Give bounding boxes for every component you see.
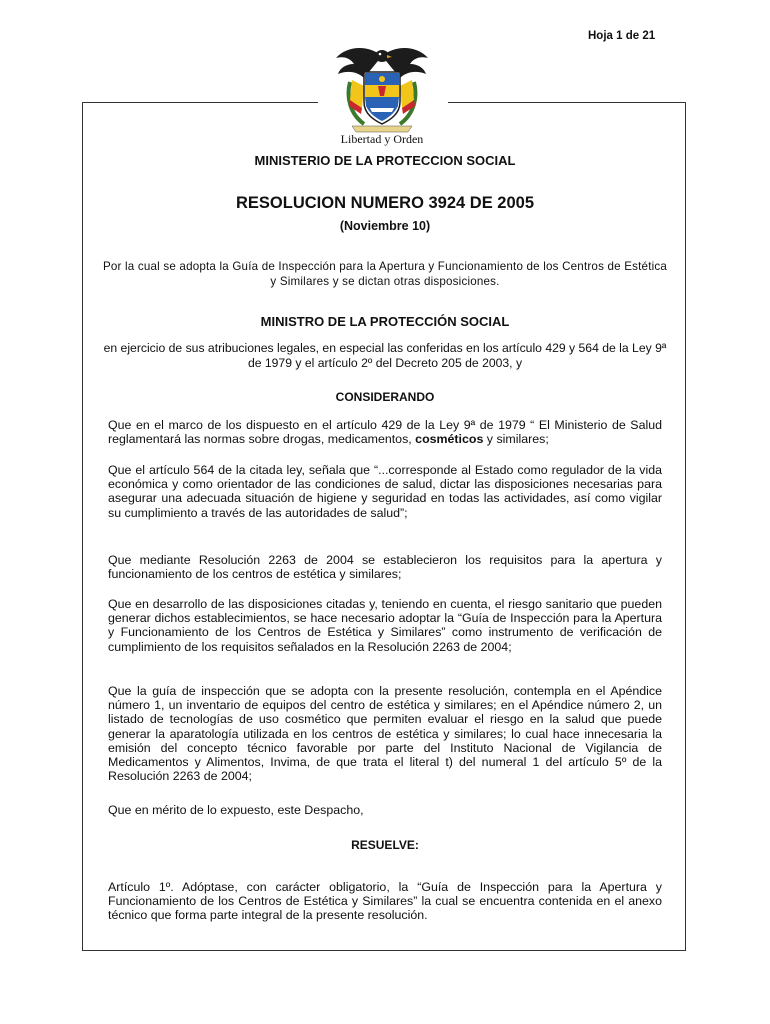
considerando-paragraph: Que en mérito de lo expuesto, este Despacho, bbox=[108, 803, 364, 817]
considerando-paragraph: Que la guía de inspección que se adopta con la presente resolución, contempla en el Apéndice número 1, un inventario de equipos del centro de estética y similares; en el Apéndice número 2, un listado de tecnologías de uso cosmético que permiten evaluar el riesgo en la salud que puede generar la aparatología utilizada en los centros de estética y similares; lo cual hace innecesaria la emisión del concepto técnico favorable por parte del Instituto Nacional de Vigilancia de Medicamentos y Alimentos, Invima, de que trata el literal t) del numeral 1 del artículo 5º de la Resolución 2263 de 2004; bbox=[108, 684, 662, 784]
resolution-summary: Por la cual se adopta la Guía de Inspección para la Apertura y Funcionamiento de los Centros de Estética y Similares y se dictan otras disposiciones. bbox=[102, 260, 668, 288]
page-number: Hoja 1 de 21 bbox=[588, 30, 656, 42]
legal-powers: en ejercicio de sus atribuciones legales, en especial las conferidas en los artículo 429 y 564 de la Ley 9ª de 1979 y el artículo 2º del Decreto 205 de 2003, y bbox=[103, 341, 667, 370]
paragraph-text: y similares; bbox=[483, 432, 549, 447]
resolution-date: (Noviembre 10) bbox=[339, 219, 431, 233]
paragraph-text: Que en el marco de los dispuesto en el artículo 429 de la Ley 9ª de 1979 “ El Ministerio de Salud reglamentará las normas sobre drogas, medicamentos, bbox=[108, 418, 662, 447]
resuelve-heading: RESUELVE: bbox=[351, 838, 419, 852]
resolution-number: RESOLUCION NUMERO 3924 DE 2005 bbox=[235, 194, 534, 212]
considerando-paragraph: Que en desarrollo de las disposiciones citadas y, teniendo en cuenta, el riesgo sanitario que pueden generar dichos establecimientos, se hace necesario adoptar la “Guía de Inspección para la Apertura y Funcionamiento de los Centros de Estética y Similares” como instrumento de verificación de cumplimiento de los requisitos señalados en la Resolución 2263 de 2004; bbox=[108, 597, 662, 654]
emblem-motto: Libertad y Orden bbox=[340, 132, 424, 146]
considerando-paragraph: Que el artículo 564 de la citada ley, señala que “...corresponde al Estado como regulador de la vida económica y como orientador de las condiciones de salud, dictar las disposiciones necesarias para asegurar una adecuada situación de higiene y seguridad en todas las actividades, así como vigilar su cumplimiento a través de las autoridades de salud”; bbox=[108, 463, 662, 520]
considerando-paragraph: Que mediante Resolución 2263 de 2004 se establecieron los requisitos para la apertura y funcionamiento de los centros de estética y similares; bbox=[108, 553, 662, 582]
bold-term: cosméticos bbox=[415, 432, 484, 447]
considerando-paragraph bbox=[108, 418, 662, 446]
minister-title: MINISTRO DE LA PROTECCIÓN SOCIAL bbox=[260, 314, 510, 329]
colombia-coat-of-arms-icon bbox=[328, 42, 436, 148]
ministry-header: MINISTERIO DE LA PROTECCION SOCIAL bbox=[254, 153, 516, 168]
article-1: Artículo 1º. Adóptase, con carácter obligatorio, la “Guía de Inspección para la Apertura y Funcionamiento de los Centros de Estética y Similares” la cual se encuentra contenida en el anexo técnico que forma parte integral de la presente resolución. bbox=[108, 880, 662, 923]
considerando-heading: CONSIDERANDO bbox=[335, 390, 435, 404]
